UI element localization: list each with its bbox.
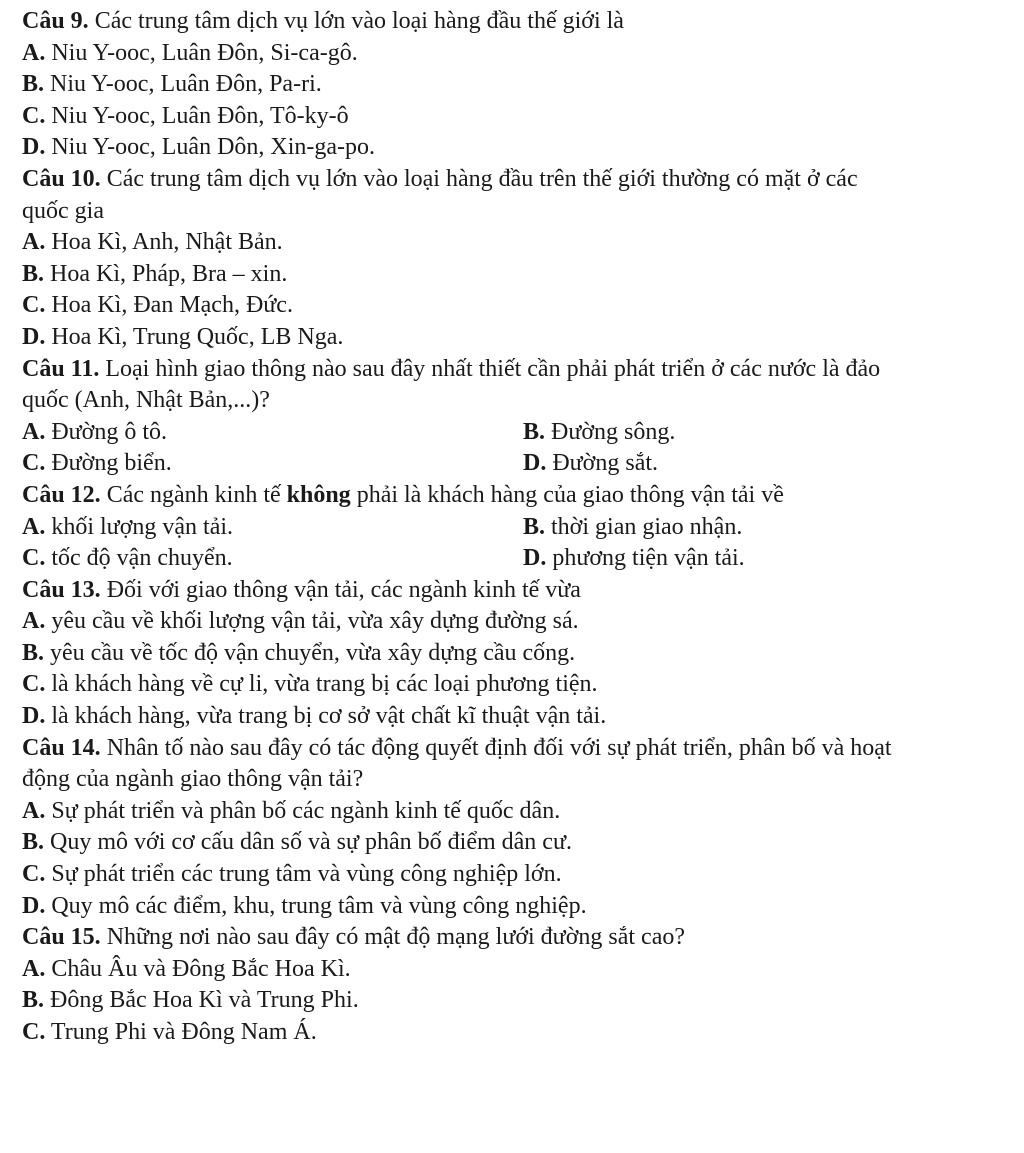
question-13-option-b	[22, 638, 1024, 670]
option-letter: B.	[22, 260, 45, 287]
option-letter: C.	[22, 292, 46, 319]
option-text: Quy mô các điểm, khu, trung tâm và vùng công nghiệp.	[45, 892, 587, 919]
option-text: Đường biển.	[45, 450, 172, 477]
option-text: Hoa Kì, Trung Quốc, LB Nga.	[45, 323, 344, 350]
question-11-option-d	[523, 448, 1024, 480]
question-11-options-row-1	[22, 417, 1024, 449]
question-10-stem	[22, 164, 1024, 196]
question-14-option-b	[22, 827, 1024, 859]
question-text-post: phải là khách hàng của giao thông vận tải về	[350, 481, 784, 508]
question-text: Đối với giao thông vận tải, các ngành kinh tế vừa	[100, 576, 581, 603]
option-letter: D.	[523, 545, 547, 572]
option-text: Niu Y-ooc, Luân Đôn, Si-ca-gô.	[45, 39, 358, 66]
question-label: Câu 15.	[22, 924, 101, 951]
question-label: Câu 12.	[22, 481, 101, 508]
option-letter: B.	[523, 418, 546, 445]
option-text: Đường sông.	[545, 418, 676, 445]
option-text: Trung Phi và Đông Nam Á.	[45, 1019, 317, 1045]
question-10-stem-cont: quốc gia	[22, 197, 104, 224]
option-text: yêu cầu về tốc độ vận chuyển, vừa xây dựng cầu cống.	[44, 639, 576, 666]
option-letter: D.	[22, 892, 46, 919]
option-text: Niu Y-ooc, Luân Đôn, Tô-ky-ô	[45, 102, 349, 129]
question-text: Các trung tâm dịch vụ lớn vào loại hàng đầu trên thế giới thường có mặt ở các	[100, 165, 858, 192]
option-text: Đường sắt.	[546, 450, 659, 477]
option-letter: C.	[22, 102, 46, 129]
option-letter: A.	[22, 39, 46, 66]
question-11-option-a	[22, 417, 523, 449]
option-letter: C.	[22, 671, 46, 698]
option-text: yêu cầu về khối lượng vận tải, vừa xây dựng đường sá.	[45, 608, 579, 635]
question-12-option-d	[523, 543, 1024, 575]
option-text: phương tiện vận tải.	[546, 545, 745, 572]
option-letter: A.	[22, 608, 46, 635]
question-13-stem	[22, 575, 1024, 607]
question-14-option-d	[22, 891, 1024, 923]
option-letter: B.	[523, 513, 546, 540]
option-text: Hoa Kì, Đan Mạch, Đức.	[45, 292, 293, 319]
question-text: Những nơi nào sau đây có mật độ mạng lưới đường sắt cao?	[100, 924, 685, 951]
option-text: Sự phát triển và phân bố các ngành kinh tế quốc dân.	[45, 797, 561, 824]
option-letter: A.	[22, 955, 46, 982]
question-13-option-c	[22, 669, 1024, 701]
question-label: Câu 10.	[22, 165, 101, 192]
option-letter: B.	[22, 71, 45, 98]
option-letter: D.	[523, 450, 547, 477]
option-letter: B.	[22, 639, 45, 666]
question-14-stem	[22, 733, 1024, 765]
question-10-option-a	[22, 227, 1024, 259]
question-14-option-a	[22, 796, 1024, 828]
question-12-options-row-1	[22, 512, 1024, 544]
option-letter: C.	[22, 861, 46, 888]
question-15-option-c	[22, 1017, 1024, 1049]
question-9-option-d	[22, 132, 1024, 164]
question-10-option-c	[22, 290, 1024, 322]
question-12-option-c	[22, 543, 523, 575]
option-letter: A.	[22, 513, 46, 540]
option-letter: C.	[22, 1019, 46, 1045]
option-text: là khách hàng, vừa trang bị cơ sở vật chất kĩ thuật vận tải.	[45, 703, 607, 730]
option-letter: C.	[22, 545, 46, 572]
option-text: Châu Âu và Đông Bắc Hoa Kì.	[45, 955, 351, 982]
option-letter: A.	[22, 418, 46, 445]
question-10-option-d	[22, 322, 1024, 354]
question-15-option-b	[22, 985, 1024, 1017]
option-text: tốc độ vận chuyển.	[45, 545, 233, 572]
option-text: khối lượng vận tải.	[45, 513, 234, 540]
option-letter: A.	[22, 229, 46, 256]
question-12-stem	[22, 480, 1024, 512]
question-15-option-a	[22, 954, 1024, 986]
question-label: Câu 11.	[22, 355, 100, 382]
question-label: Câu 9.	[22, 8, 89, 34]
question-11-option-c	[22, 448, 523, 480]
question-text-emphasis: không	[286, 481, 351, 508]
option-text: Đường ô tô.	[45, 418, 168, 445]
question-9-option-b	[22, 69, 1024, 101]
option-text: Quy mô với cơ cấu dân số và sự phân bố điểm dân cư.	[44, 829, 572, 856]
option-letter: D.	[22, 134, 46, 161]
option-text: là khách hàng về cự li, vừa trang bị các loại phương tiện.	[45, 671, 598, 698]
question-text-pre: Các ngành kinh tế	[100, 481, 287, 508]
option-letter: C.	[22, 450, 46, 477]
option-letter: D.	[22, 323, 46, 350]
question-12-option-a	[22, 512, 523, 544]
question-11-stem-cont: quốc (Anh, Nhật Bản,...)?	[22, 387, 270, 414]
question-11-options-row-2	[22, 448, 1024, 480]
question-label: Câu 14.	[22, 734, 101, 761]
question-9-option-a	[22, 38, 1024, 70]
question-11-stem	[22, 354, 1024, 386]
option-text: Hoa Kì, Pháp, Bra – xin.	[44, 260, 288, 287]
question-15-stem	[22, 922, 1024, 954]
option-text: thời gian giao nhận.	[545, 513, 743, 540]
question-9-option-c	[22, 101, 1024, 133]
option-text: Đông Bắc Hoa Kì và Trung Phi.	[44, 987, 359, 1014]
question-14-option-c	[22, 859, 1024, 891]
question-label: Câu 13.	[22, 576, 101, 603]
question-11-option-b	[523, 417, 1024, 449]
option-text: Niu Y-ooc, Luân Dôn, Xin-ga-po.	[45, 134, 376, 161]
option-text: Niu Y-ooc, Luân Đôn, Pa-ri.	[44, 71, 322, 98]
question-12-option-b	[523, 512, 1024, 544]
question-9-stem	[22, 6, 1024, 38]
option-text: Hoa Kì, Anh, Nhật Bản.	[45, 229, 283, 256]
question-13-option-a	[22, 606, 1024, 638]
question-14-stem-cont: động của ngành giao thông vận tải?	[22, 766, 364, 793]
option-letter: B.	[22, 829, 45, 856]
question-text: Loại hình giao thông nào sau đây nhất thiết cần phải phát triển ở các nước là đảo	[99, 355, 881, 382]
question-12-options-row-2	[22, 543, 1024, 575]
question-text: Nhân tố nào sau đây có tác động quyết định đối với sự phát triển, phân bố và hoạt	[100, 734, 892, 761]
question-13-option-d	[22, 701, 1024, 733]
option-letter: B.	[22, 987, 45, 1014]
question-text: Các trung tâm dịch vụ lớn vào loại hàng đầu thế giới là	[88, 8, 624, 34]
option-letter: A.	[22, 797, 46, 824]
option-letter: D.	[22, 703, 46, 730]
question-10-option-b	[22, 259, 1024, 291]
option-text: Sự phát triển các trung tâm và vùng công nghiệp lớn.	[45, 861, 562, 888]
